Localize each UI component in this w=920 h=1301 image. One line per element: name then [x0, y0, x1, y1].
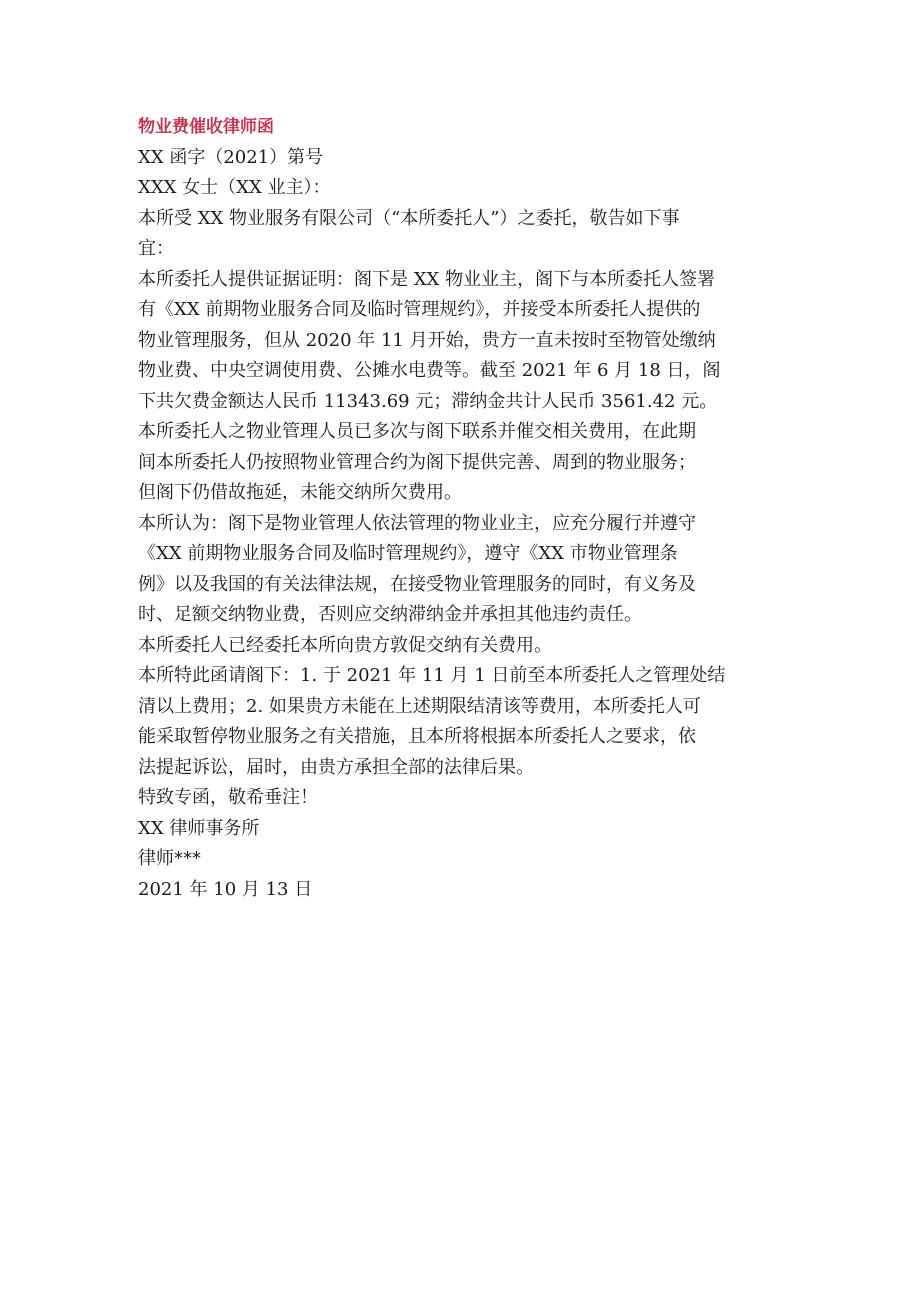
body-line: 物业管理服务，但从 2020 年 11 月开始，贵方一直未按时至物管处缴纳 [138, 329, 716, 351]
letter-date: 2021 年 10 月 13 日 [138, 878, 313, 900]
body-line: 间本所委托人仍按照物业管理合约为阁下提供完善、周到的物业服务； [138, 451, 696, 473]
body-line: 宜： [138, 238, 174, 259]
letter-content [138, 112, 778, 905]
body-line: 例》以及我国的有关法律法规，在接受物业管理服务的同时，有义务及 [138, 573, 696, 595]
addressee: XXX 女士（XX 业主）： [138, 177, 331, 198]
letter-title: 物业费催收律师函 [138, 117, 274, 137]
body-line: 能采取暂停物业服务之有关措施，且本所将根据本所委托人之要求，依 [138, 726, 696, 747]
body-line: 特致专函，敬希垂注！ [138, 787, 318, 808]
body-line: 法提起诉讼，届时，由贵方承担全部的法律后果。 [138, 756, 534, 778]
body-line: 时、足额交纳物业费，否则应交纳滞纳金并承担其他违约责任。 [138, 604, 642, 625]
body-line: 本所委托人已经委托本所向贵方敦促交纳有关费用。 [138, 634, 552, 656]
firm-name: XX 律师事务所 [138, 817, 260, 839]
reference-number: XX 函字（2021）第号 [138, 146, 324, 168]
body-line: 下共欠费金额达人民币 11343.69 元；滞纳金共计人民币 3561.42 元。 [138, 390, 718, 412]
body-line: 本所委托人之物业管理人员已多次与阁下联系并催交相关费用，在此期 [138, 421, 696, 442]
body-line: 《XX 前期物业服务合同及临时管理规约》，遵守《XX 市物业管理条 [138, 543, 678, 564]
body-line: 本所特此函请阁下：1. 于 2021 年 11 月 1 日前至本所委托人之管理处结 [138, 665, 726, 686]
lawyer-signature: 律师*** [138, 848, 201, 869]
body-line: 清以上费用；2. 如果贵方未能在上述期限结清该等费用，本所委托人可 [138, 695, 701, 717]
body-line: 但阁下仍借故拖延，未能交纳所欠费用。 [138, 482, 462, 503]
body-line: 本所认为：阁下是物业管理人依法管理的物业业主，应充分履行并遵守 [138, 512, 696, 534]
body-line: 本所委托人提供证据证明：阁下是 XX 物业业主，阁下与本所委托人签署 [138, 268, 716, 290]
body-line: 本所受 XX 物业服务有限公司（“本所委托人”）之委托，敬告如下事 [138, 207, 680, 229]
body-line: 物业费、中央空调使用费、公摊水电费等。截至 2021 年 6 月 18 日，阁 [138, 360, 721, 381]
body-line: 有《XX 前期物业服务合同及临时管理规约》，并接受本所委托人提供的 [138, 299, 701, 320]
